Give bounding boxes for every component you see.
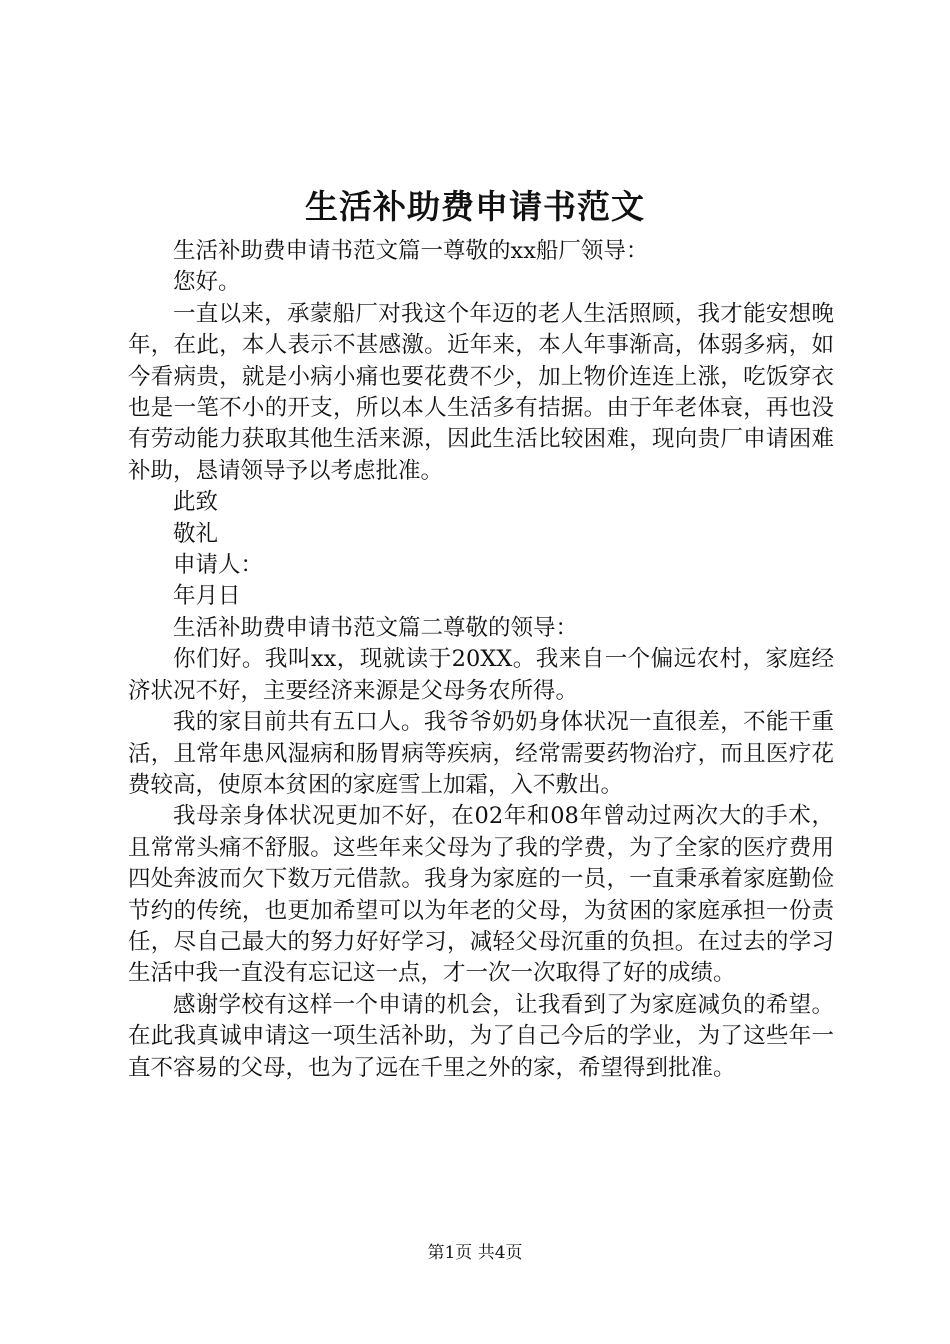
paragraph-salutation-1: 生活补助费申请书范文篇一尊敬的xx船厂领导： [173,238,649,264]
paragraph-closing-1: 此致 [173,489,219,516]
document-body [128,236,834,1084]
paragraph-applicant: 申请人： [173,552,264,579]
paragraph-body-2a: 你们好。我叫xx，现就读于20XX。我来自一个偏远农村，家庭经济状况不好，主要经济来源是父母务农所得。 [128,646,834,704]
paragraph-date: 年月日 [173,583,241,610]
page-number-footer: 第1页 共4页 [427,1243,523,1263]
paragraph-salutation-2: 生活补助费申请书范文篇二尊敬的领导： [173,614,579,641]
document-title: 生活补助费申请书范文 [305,187,645,226]
paragraph-regards: 敬礼 [173,520,219,547]
paragraph-greeting-1: 您好。 [173,269,241,296]
paragraph-body-1: 一直以来，承蒙船厂对我这个年迈的老人生活照顾，我才能安想晚年，在此，本人表示不甚感激。近年来，本人年事渐高，体弱多病，如今看病贵，就是小病小痛也要花费不少，加上物价连连上涨，吃饭穿衣也是一笔不小的开支，所以本人生活多有拮据。由于年老体衰，再也没有劳动能力获取其他生活来源，因此生活比较困难，现向贵厂申请困难补助，恳请领导予以考虑批准。 [128,300,834,484]
paragraph-body-2d: 感谢学校有这样一个申请的机会，让我看到了为家庭减负的希望。在此我真诚申请这一项生活补助，为了自己今后的学业，为了这些年一直不容易的父母，也为了远在千里之外的家，希望得到批准。 [128,991,834,1081]
paragraph-body-2c: 我母亲身体状况更加不好，在02年和08年曾动过两次大的手术，且常常头痛不舒服。这些年来父母为了我的学费，为了全家的医疗费用四处奔波而欠下数万元借款。我身为家庭的一员，一直秉承着家庭勤俭节约的传统，也更加希望可以为年老的父母，为贫困的家庭承担一份责任，尽自己最大的努力好好学习，减轻父母沉重的负担。在过去的学习生活中我一直没有忘记这一点，才一次一次取得了好的成绩。 [128,803,834,987]
paragraph-body-2b: 我的家目前共有五口人。我爷爷奶奶身体状况一直很差，不能干重活，且常年患风湿病和肠胃病等疾病，经常需要药物治疗，而且医疗花费较高，使原本贫困的家庭雪上加霜，入不敷出。 [128,709,834,798]
